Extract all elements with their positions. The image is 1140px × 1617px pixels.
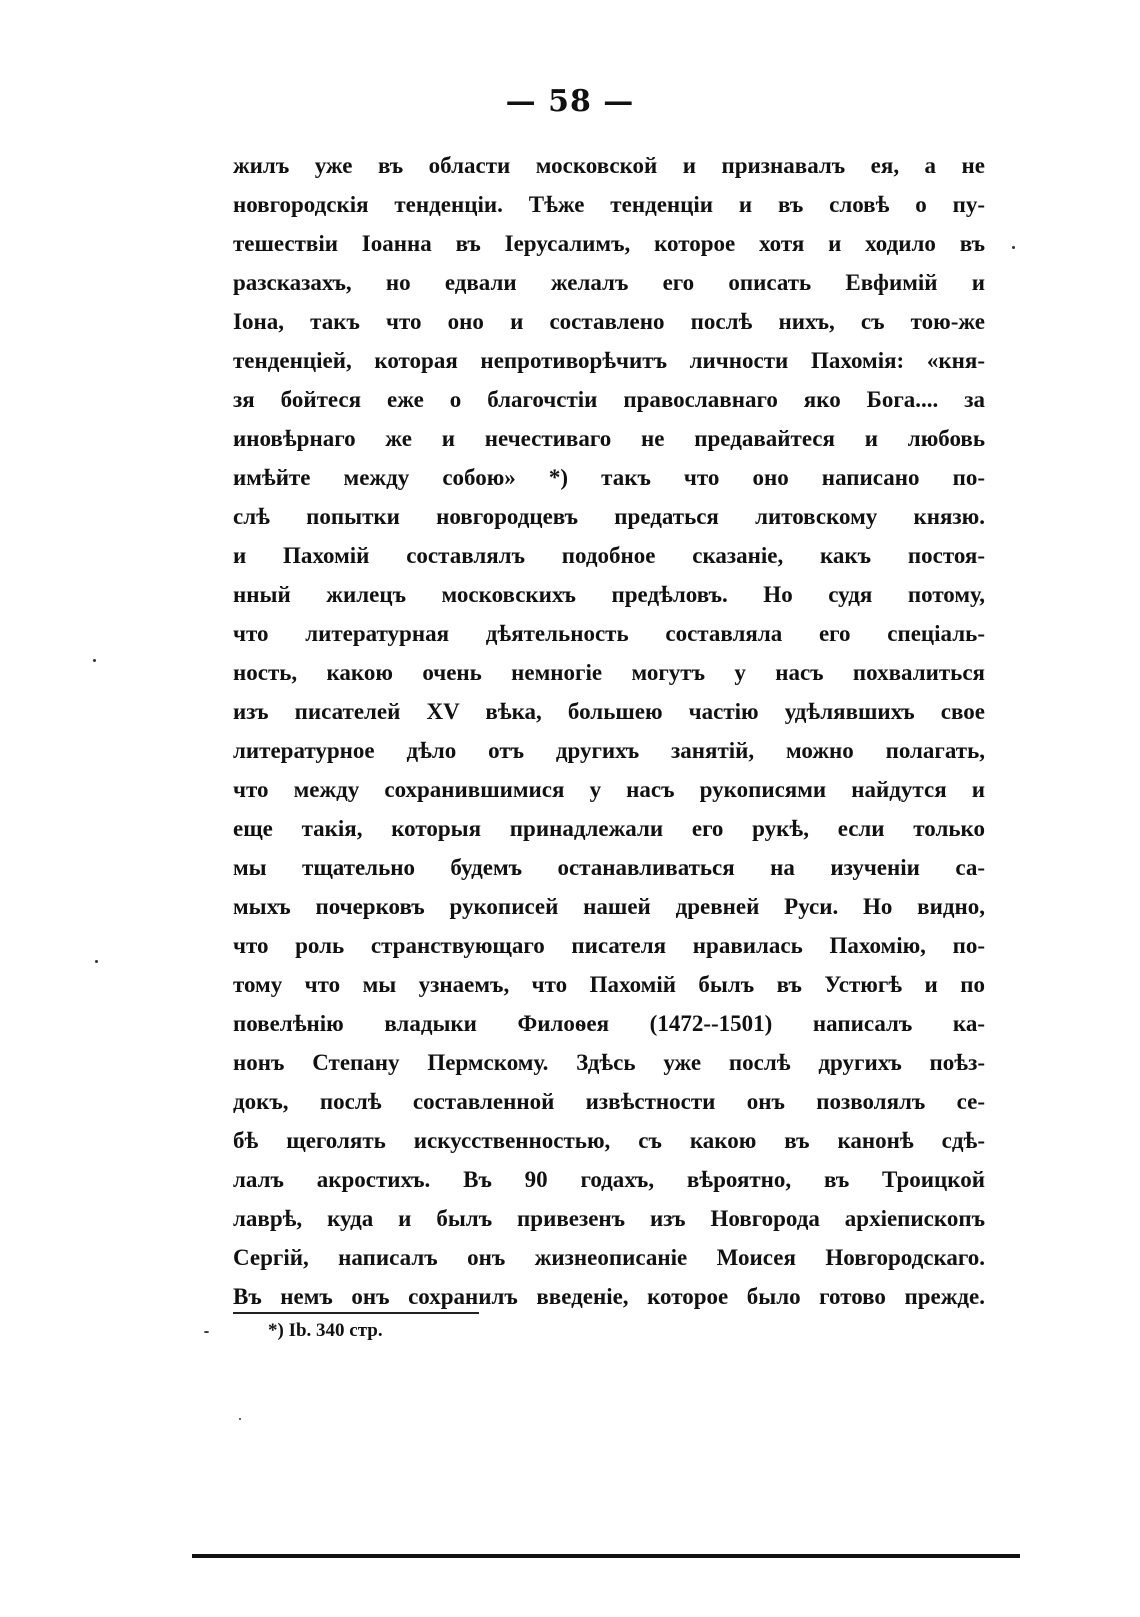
text-line: изъ писателей XV вѣка, большею частію удѣлявшихъ свое bbox=[233, 699, 985, 724]
text-line: разсказахъ, но едвали желалъ его описать Евфимій и bbox=[233, 270, 985, 295]
text-line: слѣ попытки новгородцевъ предаться литовскому князю. bbox=[233, 504, 985, 529]
footnote: *) Ib. 340 стр. bbox=[268, 1320, 383, 1341]
page-number: — 58 — bbox=[505, 84, 635, 119]
body-text bbox=[233, 146, 985, 1316]
text-line: новгородскія тенденціи. Тѣже тенденціи и въ словѣ о пу- bbox=[233, 192, 985, 217]
text-line: иновѣрнаго же и нечестиваго не предавайтеся и любовь bbox=[233, 426, 985, 451]
text-line: мы тщательно будемъ останавливаться на изученіи са- bbox=[233, 855, 985, 880]
bottom-border-rule bbox=[192, 1554, 1020, 1558]
text-line: жилъ уже въ области московской и признавалъ ея, а не bbox=[233, 153, 985, 178]
text-line: литературное дѣло отъ другихъ занятій, можно полагать, bbox=[233, 738, 985, 763]
text-line: мыхъ почерковъ рукописей нашей древней Руси. Но видно, bbox=[233, 894, 985, 919]
text-line: ность, какою очень немногіе могутъ у насъ похвалиться bbox=[233, 660, 985, 685]
text-line: Іона, такъ что оно и составлено послѣ нихъ, съ тою-же bbox=[233, 309, 985, 334]
footnote-divider bbox=[233, 1312, 479, 1314]
scan-speck bbox=[93, 659, 96, 662]
scan-speck bbox=[239, 1418, 241, 1420]
text-line: тешествіи Іоанна въ Іерусалимъ, которое хотя и ходило въ bbox=[233, 231, 985, 256]
text-line: еще такія, которыя принадлежали его рукѣ, если только bbox=[233, 816, 985, 841]
text-line: повелѣнію владыки Филоѳея (1472--1501) написалъ ка- bbox=[233, 1011, 985, 1036]
text-line: нный жилецъ московскихъ предѣловъ. Но судя потому, bbox=[233, 582, 985, 607]
text-line: и Пахомій составлялъ подобное сказаніе, какъ постоя- bbox=[233, 543, 985, 568]
text-line: Въ немъ онъ сохранилъ введеніе, которое было готово прежде. bbox=[233, 1284, 985, 1309]
text-line: зя бойтеся еже о благочстіи православнаго яко Бога.... за bbox=[233, 387, 985, 412]
scan-speck bbox=[95, 960, 98, 963]
text-line: что между сохранившимися у насъ рукописями найдутся и bbox=[233, 777, 985, 802]
text-line: тому что мы узнаемъ, что Пахомій былъ въ Устюгѣ и по bbox=[233, 972, 985, 997]
text-line: что литературная дѣятельность составляла его спеціаль- bbox=[233, 621, 985, 646]
text-line: лаврѣ, куда и былъ привезенъ изъ Новгорода архіепископъ bbox=[233, 1206, 985, 1231]
text-line: Сергій, написалъ онъ жизнеописаніе Моисея Новгородскаго. bbox=[233, 1245, 985, 1270]
text-line: имѣйте между собою» *) такъ что оно написано по- bbox=[233, 465, 985, 490]
text-line: нонъ Степану Пермскому. Здѣсь уже послѣ другихъ поѣз- bbox=[233, 1050, 985, 1075]
scan-speck bbox=[204, 1331, 209, 1333]
text-line: лалъ акростихъ. Въ 90 годахъ, вѣроятно, въ Троицкой bbox=[233, 1167, 985, 1192]
text-line: бѣ щеголять искусственностью, съ какою въ канонѣ сдѣ- bbox=[233, 1128, 985, 1153]
text-line: что роль странствующаго писателя нравилась Пахомію, по- bbox=[233, 933, 985, 958]
scan-speck bbox=[1012, 246, 1015, 249]
text-line: тенденціей, которая непротиворѣчитъ личности Пахомія: «кня- bbox=[233, 348, 985, 373]
text-line: докъ, послѣ составленной извѣстности онъ позволялъ се- bbox=[233, 1089, 985, 1114]
